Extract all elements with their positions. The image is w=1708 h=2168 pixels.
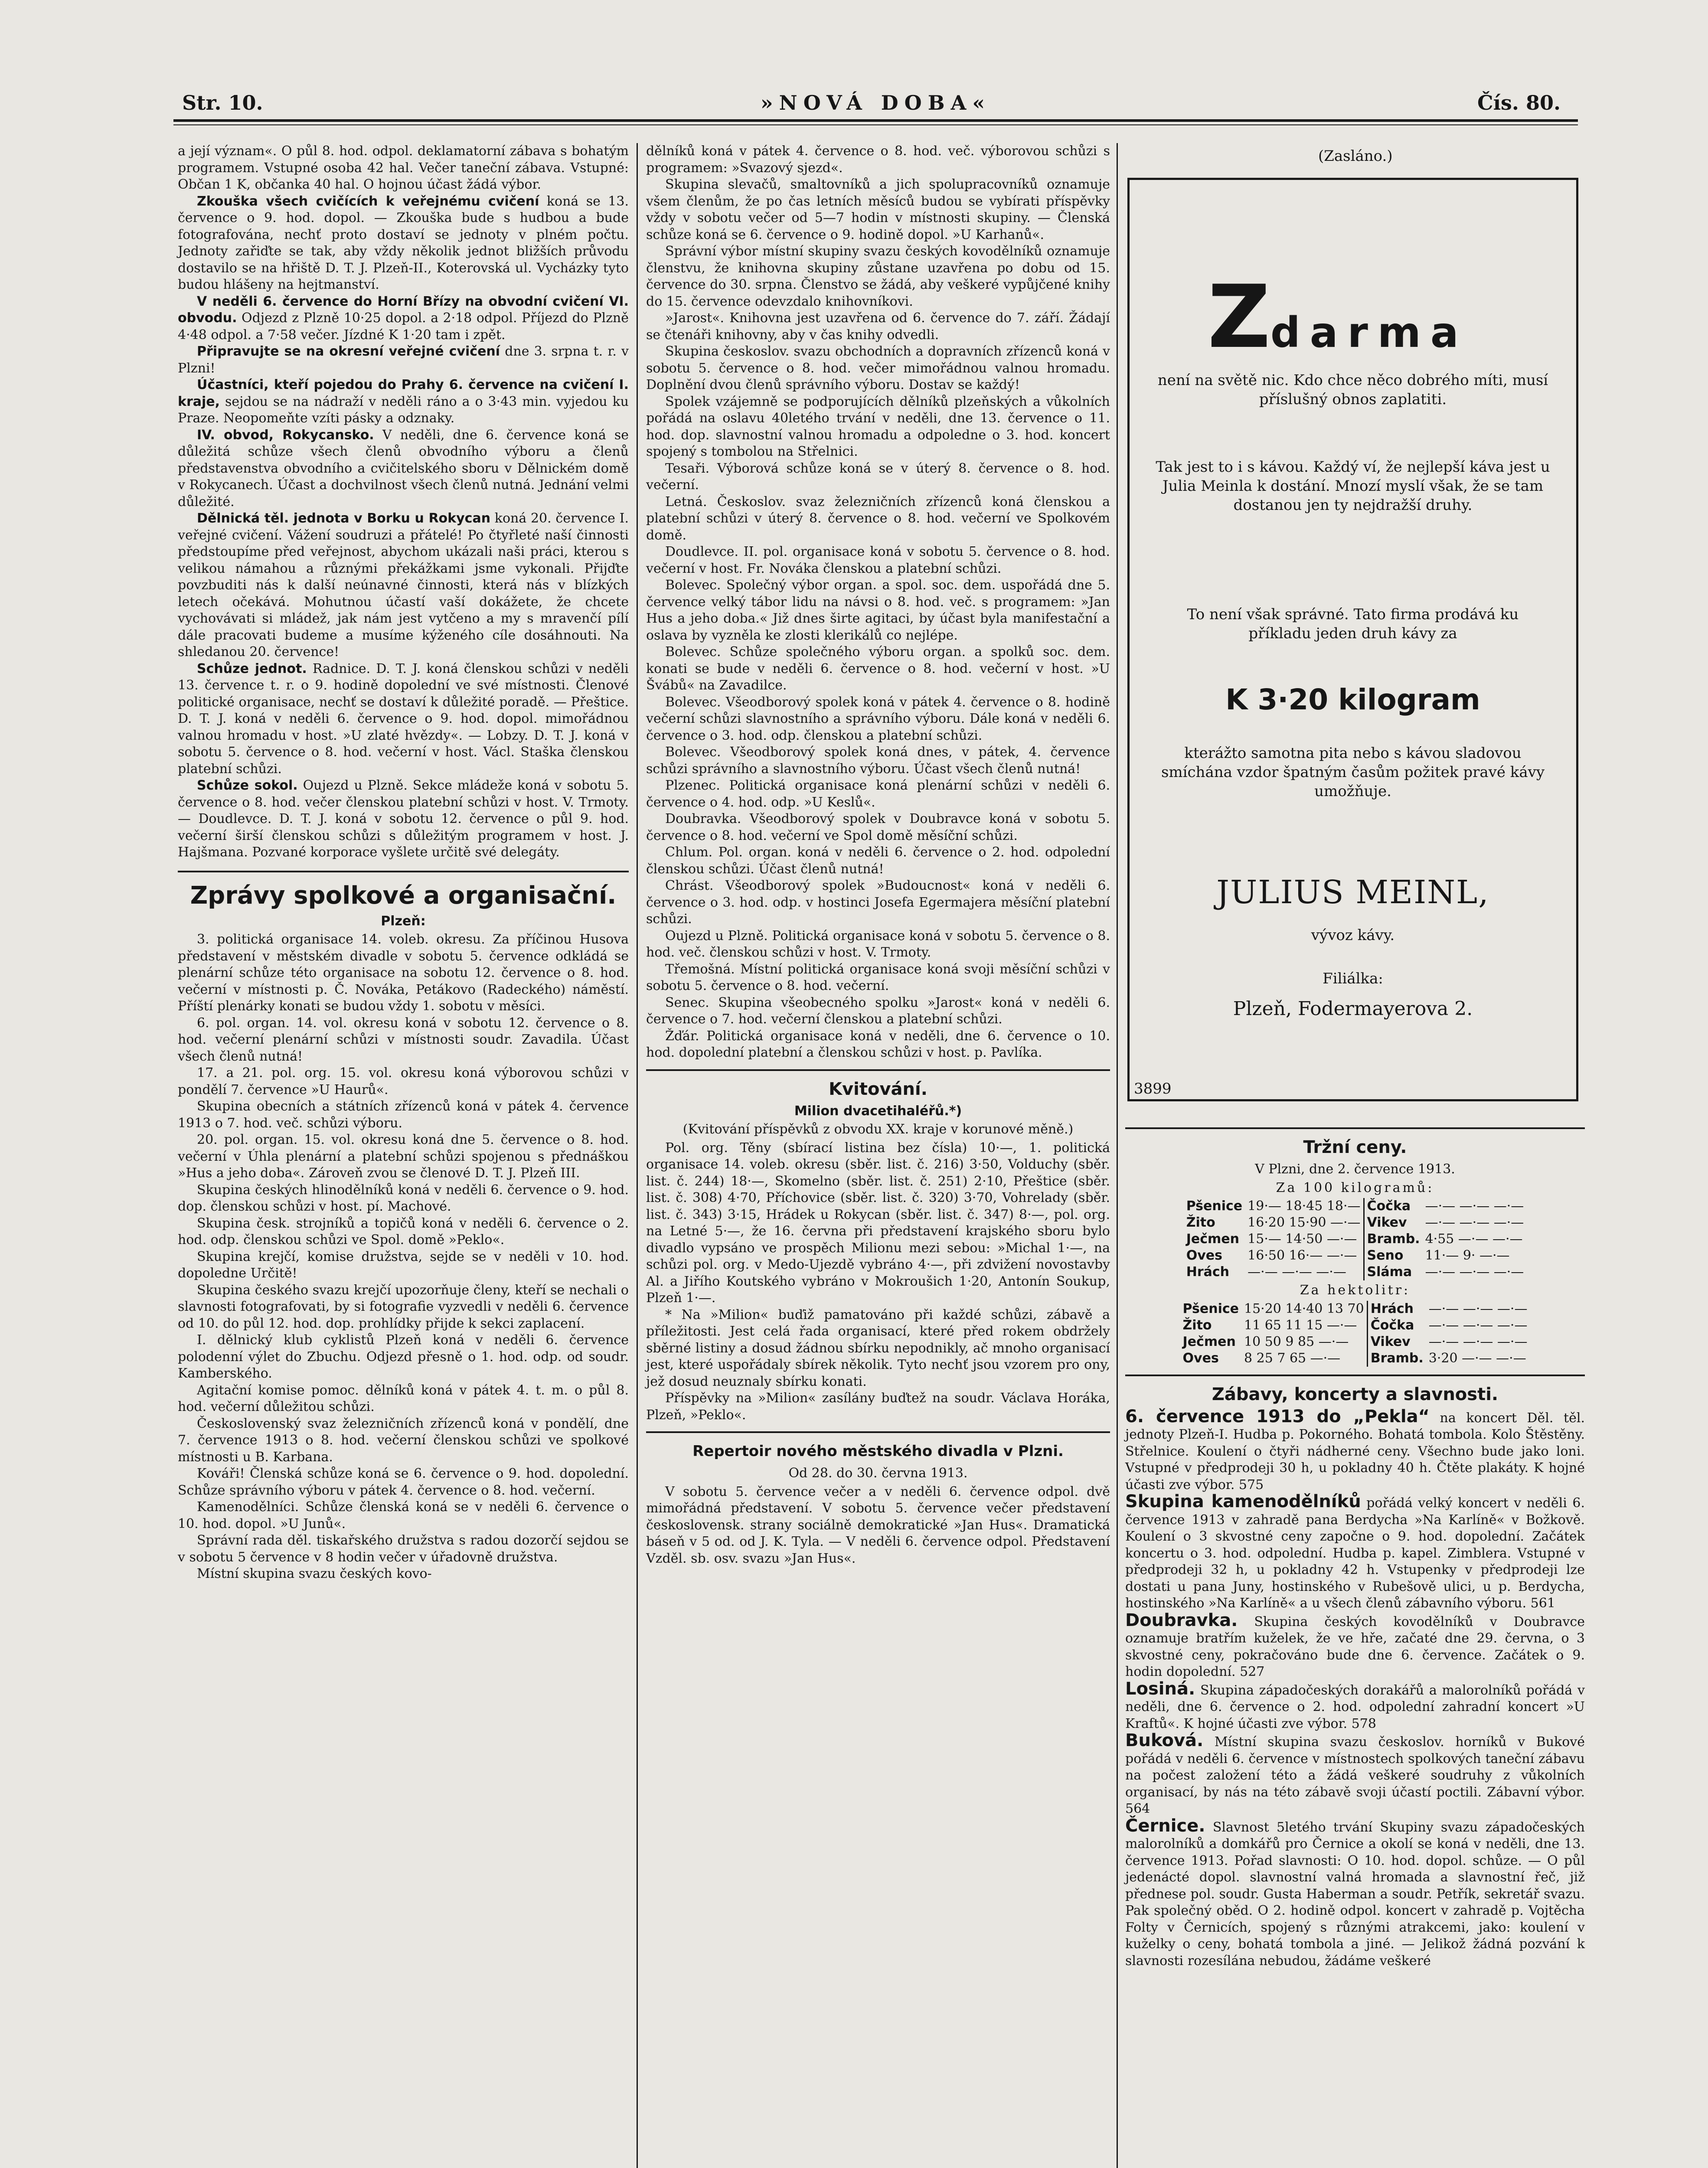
- article-paragraph: Dělnická těl. jednota v Borku u Rokycan koná 20. července I. veřejné cvičení. Vážení soudruzi a přátelé! Po čtyřleté naší činnosti předstoupíme před veřejnost, abychom ukázali naši práci, kterou s velikou námahou a různými překážkami jsme vykonali. Přijďte povzbuditi nás k další neúnavné činnosti, která nás v blízkých letech očekává. Mohutnou účastí vaší dokážete, že chcete vychovávati si mládež, jak nám jest vytčeno a my s mravenčí pílí dále pracovati budeme a musíme kýženého cíle dosáhnouti. Na shledanou 20. července!: [178, 511, 629, 660]
- list-item: dělníků koná v pátek 4. července o 8. hod. več. výborovou schůzi s programem: »Svazový sjezd«.: [646, 144, 1110, 176]
- table-row: Pšenice 19·— 18·45 18·— Čočka —·— —·— —·—: [1186, 1198, 1524, 1214]
- list-item: Plzenec. Politická organisace koná plenární schůzi v neděli 6. července o 4. hod. odp. »U Keslů«.: [646, 778, 1110, 810]
- section-subtitle: Plzeň:: [381, 913, 426, 929]
- header-rule-thin: [173, 124, 1578, 125]
- event-item: Losiná. Skupina západočeských dorakářů a malorolníků pořádá v neděli, dne 6. července o 2. hod. odpolední zahradní koncert »U Kraftů«. K hojné účasti zve výbor. 578: [1125, 1678, 1585, 1731]
- table-row: Ječmen 10 50 9 85 —·— Vikev —·— —·— —·—: [1182, 1334, 1528, 1349]
- list-item: Skupina českých hlinodělníků koná v neděli 6. července o 9. hod. dop. členskou schůzi v host. pí. Machové.: [178, 1182, 629, 1214]
- list-item: Chrást. Všeodborový spolek »Budoucnost« koná v neděli 6. července o 3. hod. odp. v hostinci Josefa Egermajera měsíční platební schůzi.: [646, 878, 1110, 927]
- list-item: Československý svaz železničních zřízenců koná v pondělí, dne 7. července 1913 o 8. hod. večerní členskou schůzi ve spolkové místnosti u B. Karbana.: [178, 1416, 629, 1465]
- list-item: Kamenodělníci. Schůze členská koná se v neděli 6. července o 10. hod. dopol. »U Junů«.: [178, 1499, 629, 1531]
- event-item: 6. července 1913 do „Pekla“ na koncert Děl. těl. jednoty Plzeň-I. Hudba p. Pokorného. Bohatá tombola. Kolo Štěstěny. Střelnice. Koulení o čtyři nádherné ceny. Všechno bude jako loni. Vstupné v předprodeji 30 h, u pokladny 40 h. Čtěte plakáty. K hojné účasti zve výbor. 575: [1125, 1406, 1585, 1492]
- event-item: Buková. Místní skupina svazu českoslov. horníků v Bukové pořádá v neděli 6. července v místnostech spolkových taneční zábavu na počest založení této a žádá veškeré soudruhy z vůkolních organisací, by nás na této zábavě svoji účastí poctili. Zábavní výbor. 564: [1125, 1730, 1585, 1816]
- list-item: I. dělnický klub cyklistů Plzeň koná v neděli 6. července polodenní výlet do Zbuchu. Odjezd přesně o 1. hod. odp. od soudr. Kamberského.: [178, 1332, 629, 1381]
- section-subtitle: Milion dvacetihaléřů.*): [794, 1103, 962, 1119]
- ad-text: Tak jest to i s kávou. Každý ví, že nejlepší káva jest u Julia Meinla k dostání. Mnozí myslí však, že se tam dostanou jen ty nejdražší druhy.: [1156, 458, 1550, 514]
- article-paragraph: V neděli 6. července do Horní Břízy na obvodní cvičení VI. obvodu. Odjezd z Plzně 10·25 dopol. a 2·18 odpol. Příjezd do Plzně 4·48 odpol. a 7·58 večer. Jízdné K 1·20 tam i zpět.: [178, 294, 629, 343]
- section-title: Zprávy spolkové a organisační.: [178, 871, 629, 911]
- list-item: Senec. Skupina všeobecného spolku »Jarost« koná v neděli 6. července o 7. hod. večerní členskou a platební schůzi.: [646, 995, 1110, 1027]
- table-row: Žito 11 65 11 15 —·— Čočka —·— —·— —·—: [1182, 1317, 1528, 1333]
- list-item: Kováři! Členská schůze koná se 6. července o 9. hod. dopolední. Schůze správního výboru v pátek 4. července o 8. hod. večerní.: [178, 1466, 629, 1498]
- list-item: 20. pol. organ. 15. vol. okresu koná dne 5. července o 8. hod. večerní v Úhla plenární a platební schůzi spojenou s přednáškou »Hus a jeho doba«. Zároveň zvou se členové D. T. J. Plzeň III.: [178, 1132, 629, 1181]
- list-item: Skupina českého svazu krejčí upozorňuje členy, kteří se nechali o slavnosti fotografovati, by si fotografie vyzvedli v neděli 6. července od 10. do půl 12. hod. dop. prohlídky přijde k sekci zaplacení.: [178, 1282, 629, 1331]
- column-3: [1125, 1127, 1585, 1969]
- section-title: Tržní ceny.: [1125, 1127, 1585, 1159]
- list-item: Skupina českoslov. svazu obchodních a dopravních zřízenců koná v sobotu 5. července o 8. hod. večer mimořádnou valnou hromadu. Doplnění dvou členů správního výboru. Dostav se každý!: [646, 344, 1110, 392]
- table-row: Žito 16·20 15·90 —·— Vikev —·— —·— —·—: [1186, 1215, 1524, 1230]
- header-rule: [173, 119, 1578, 122]
- list-item: Doubravka. Všeodborový spolek v Doubravce koná v sobotu 5. července o 8. hod. večerní ve Spol domě měsíční schůzi.: [646, 811, 1110, 843]
- list-item: »Jarost«. Knihovna jest uzavřena od 6. července do 7. září. Žádají se čtenáři knihovny, aby v čas knihy odvedli.: [646, 310, 1110, 343]
- event-item: Skupina kamenodělníků pořádá velký koncert v neděli 6. července 1913 v zahradě pana Berdycha »Na Karlíně« v Božkově. Koulení o 3 skvostné ceny započne o 9. hod. dopolední. Začátek koncertu o 3. hod. odpolední. Hudba p. kapel. Zimblera. Vstupné v předprodeji 32 h, u pokladny 42 h. Vstupenky v předprodeji lze dostati u pana Juny, hostinského v Rubešově ulici, u p. Berdycha, hostinského »Na Karlíně« a u všech členů zábavního výboru. 561: [1125, 1492, 1585, 1611]
- market-prices-table: [1180, 1301, 1530, 1367]
- list-item: Místní skupina svazu českých kovo-: [197, 1566, 432, 1581]
- table-row: Pšenice 15·20 14·40 13 70 Hrách —·— —·— —·—: [1182, 1301, 1528, 1316]
- ad-text: vývoz kávy.: [1311, 927, 1395, 944]
- list-item: 17. a 21. pol. org. 15. vol. okresu koná výborovou schůzi v pondělí 7. července »U Haurů«.: [178, 1065, 629, 1097]
- footnote: Příspěvky na »Milion« zasílány buďtež na soudr. Václava Horáka, Plzeň, »Peklo«.: [646, 1391, 1110, 1423]
- list-item: Tesaři. Výborová schůze koná se v úterý 8. července o 8. hod. večerní.: [646, 460, 1110, 493]
- article-paragraph: Účastníci, kteří pojedou do Prahy 6. července na cvičení I. kraje, sejdou se na nádraží v neděli ráno a o 3·43 min. vyjedou ku Praze. Neopomeňte vzíti pásky a odznaky.: [178, 377, 629, 426]
- column-2: [646, 143, 1110, 1567]
- column-divider: [1117, 143, 1118, 2168]
- list-item: 6. pol. organ. 14. vol. okresu koná v sobotu 12. července o 8. hod. večerní plenární schůzi v místnosti soudr. Zavadila. Účast všech členů nutná!: [178, 1015, 629, 1064]
- section-title: Kvitování.: [646, 1069, 1110, 1100]
- list-item: Spolek vzájemně se podporujících dělníků plzeňských a vůkolních pořádá na oslavu 40letého trvání v neděli, dne 13. července o 11. hod. dop. slavnostní valnou hromadu a odpoledne o 3. hod. koncert spojený s tombolou na Střelnici.: [646, 394, 1110, 459]
- event-item: Doubravka. Skupina českých kovodělníků v Doubravce oznamuje bratřím kuželek, že ve hře, začaté dne 29. června, o 3 skvostné ceny, pokračováno bude dne 6. července. Začátek o 9. hodin dopolední. 527: [1125, 1610, 1585, 1679]
- list-item: Skupina česk. strojníků a topičů koná v neděli 6. července o 2. hod. odp. členskou schůzi ve Spol. domě »Peklo«.: [178, 1215, 629, 1247]
- footnote: * Na »Milion« buďiž pamatováno při každé schůzi, zábavě a příležitosti. Jest celá řada organisací, které před rokem obdržely sběrné listiny a dosud žádnou sbírku nepodnikly, ač mnoho organisací jest, které uspořádaly sbírek několik. Tyto nechť jsou vzorem pro ony, jež dosud neuznaly sbírku konati.: [646, 1307, 1110, 1389]
- column-1: [178, 143, 629, 1583]
- paragraph: a její význam«. O půl 8. hod. odpol. deklamatorní zábava s bohatým programem. Vstupné osoba 42 hal. Večer taneční zábava. Vstupné: Občan 1 K, občanka 40 hal. O hojnou účast žádá výbor.: [178, 144, 629, 192]
- list-item: 3. politická organisace 14. voleb. okresu. Za příčinou Husova představení v městském divadle v sobotu 5. července odkládá se plenární schůze této organisace na sobotu 12. července o 8. hod. večerní v místnosti p. Č. Nováka, Petákovo (Radeckého) náměstí. Příští plenárky konati se budou vždy 1. sobotu v měsíci.: [178, 932, 629, 1014]
- list-item: Správní rada děl. tiskařského družstva s radou dozorčí sejdou se v sobotu 5 července v 8 hodin večer v úřadovně družstva.: [178, 1533, 629, 1565]
- ad-text: To není však správné. Tato firma prodává ku příkladu jeden druh kávy za: [1187, 606, 1519, 642]
- list-item: Bolevec. Společný výbor organ. a spol. soc. dem. uspořádá dne 5. července velký tábor lidu na návsi o 8. hod. več. s programem: »Jan Hus a jeho doba.« Již dnes širte agitaci, by účast byla manifestační a oslava by vyzněla ke zlosti klerikálů co nejlépe.: [646, 578, 1110, 643]
- section-title: Repertoir nového městského divadla v Plzni.: [646, 1431, 1110, 1463]
- list-item: Chlum. Pol. organ. koná v neděli 6. července o 2. hod. odpolední členskou schůzi. Účast členů nutná!: [646, 845, 1110, 877]
- event-item: Černice. Slavnost 5letého trvání Skupiny svazu západočeských malorolníků a domkářů pro Černice a okolí se koná v neděli, dne 13. července 1913. Pořad slavnosti: O 10. hod. dopol. schůze. — O půl jedenácté dopol. slavnostní valná hromada a slavnostní řeč, již přednese pol. soudr. Gusta Haberman a soudr. Petřík, sekretář svazu. Pak společný oběd. O 2. hodině odpol. koncert v zahradě p. Vojtěcha Folty v Černicích, spojený s různými atrakcemi, jako: koulení v kuželky o ceny, bohatá tombola a jiné. — Jelikož žádná pozvání k slavnosti rozesílána nebudou, žádáme veškeré: [1125, 1815, 1585, 1969]
- list-item: Žďár. Politická organisace koná v neděli, dne 6. července o 10. hod. dopolední platební a členskou schůzi v host. p. Pavlíka.: [646, 1028, 1110, 1060]
- ad-company-name: JULIUS MEINL,: [1216, 874, 1489, 911]
- issue-number: Čís. 80.: [1477, 91, 1561, 114]
- article-paragraph: Schůze sokol. Oujezd u Plzně. Sekce mládeže koná v sobotu 5. července o 8. hod. večer členskou platební schůzi v host. V. Trmoty. — Doudlevce. D. T. J. koná v sobotu 12. července o půl 9. hod. večerní širší členskou schůzi s důležitým programem v host. J. Hajšmana. Pozvané korporace vyšlete určitě své delegáty.: [178, 778, 629, 860]
- list-item: Třemošná. Místní politická organisace koná svoji měsíční schůzi v sobotu 5. července o 8. hod. večerní.: [646, 961, 1110, 993]
- list-item: Doudlevce. II. pol. organisace koná v sobotu 5. července o 8. hod. večerní v host. Fr. Nováka členskou a platební schůzi.: [646, 544, 1110, 576]
- table-caption: Za 100 kilogramů:: [1276, 1180, 1434, 1195]
- column-divider: [637, 143, 638, 2168]
- ad-text: není na světě nic. Kdo chce něco dobrého míti, musí příslušný obnos zaplatiti.: [1157, 372, 1548, 408]
- article-paragraph: V sobotu 5. července večer a v neděli 6. července odpol. dvě mimořádná představení. V sobotu 5. července večer představení československ. strany sociálně demokratické »Jan Hus«. Dramatická báseň v 5 od. od J. K. Tyla. — V neděli 6. července odpol. Představení Vzděl. sb. osv. svazu »Jan Hus«.: [646, 1484, 1110, 1566]
- meinl-advertisement: [1127, 178, 1578, 1101]
- table-row: Oves 8 25 7 65 —·— Bramb. 3·20 —·— —·—: [1182, 1350, 1526, 1366]
- list-item: Bolevec. Všeodborový spolek koná v pátek 4. července o 8. hodině večerní schůzi slavnostního a správního výboru. Dále koná v neděli 6. července o 3. hod. odp. členskou a platební schůzi.: [646, 694, 1110, 743]
- ad-headline: Zdarma: [1208, 267, 1468, 368]
- table-row: Ječmen 15·— 14·50 —·— Bramb. 4·55 —·— —·—: [1186, 1231, 1523, 1247]
- section-note: (Kvitování příspěvků z obvodu XX. kraje v korunové měně.): [683, 1122, 1074, 1137]
- list-item: Skupina obecních a státních zřízenců koná v pátek 4. července 1913 o 7. hod. več. schůzi výboru.: [178, 1099, 629, 1131]
- table-row: Hrách —·— —·— —·— Sláma —·— —·— —·—: [1186, 1264, 1524, 1280]
- list-item: Správní výbor místní skupiny svazu českých kovodělníků oznamuje členstvu, že knihovna skupiny zůstane uzavřena po dobu od 15. července do 30. srpna. Členstvo se žádá, aby veškeré vypůjčené knihy do 15. července odevzdalo knihovníkovi.: [646, 244, 1110, 309]
- article-paragraph: Schůze jednot. Radnice. D. T. J. koná členskou schůzi v neděli 13. července t. r. o 9. hodině dopolední ve své místnosti. Členové politické organisace, nechť se dostaví k důležité poradě. — Přeštice. D. T. J. koná v neděli 6. července o 9. hod. dopol. mimořádnou valnou hromadu v host. »U zlaté hvězdy«. — Lobzy. D. T. J. koná v sobotu 5. července o 8. hod. večerní v host. Václ. Staška členskou platební schůzi.: [178, 661, 629, 777]
- section-subtitle: Od 28. do 30. června 1913.: [788, 1466, 968, 1481]
- table-caption: Za hektolitr:: [1300, 1283, 1411, 1298]
- article-paragraph: Připravujte se na okresní veřejné cvičení dne 3. srpna t. r. v Plzni!: [178, 344, 629, 376]
- page-number: Str. 10.: [182, 91, 263, 114]
- article-paragraph: Zkouška všech cvičících k veřejnému cvičení koná se 13. července o 9. hod. dopol. — Zkouška bude s hudbou a bude fotografována, nechť proto dostaví se jednoty v plném počtu. Jednoty zařiďte se tak, aby vždy několik jednot bližších průvodu dostavilo se na hřiště D. T. J. Plzeň-II., Koterovská ul. Vycházky tyto budou hlášeny na hejtmanství.: [178, 193, 629, 292]
- article-paragraph: Pol. org. Těny (sbírací listina bez čísla) 10·—, 1. politická organisace 14. voleb. okresu (sběr. list. č. 216) 3·50, Volduchy (sběr. list. č. 244) 18·—, Skomelno (sběr. list. č. 251) 2·10, Přeštice (sběr. list. č. 308) 4·70, Příchovice (sběr. list. č. 320) 3·70, Vohrelady (sběr. list. č. 343) 3·15, Hrádek u Rokycan (sběr. list. č. 347) 8·—, pol. org. na Letné 5·—, že 16. června při představení krajského sboru bylo divadlo vypsáno ve prospěch Milionu mezi sebou: »Michal 1·—, na schůzi pol. org. v Medo-Ujezdě vybráno 4·—, při zdvižení novostavby Al. a Jiřího Koutského vybráno v Mokroušich 1·20, Antonín Soukup, Plzeň 1·—.: [646, 1140, 1110, 1306]
- advertisement-label: (Zasláno.): [1318, 147, 1393, 165]
- section-title: Zábavy, koncerty a slavnosti.: [1125, 1375, 1585, 1406]
- ad-price: K 3·20 kilogram: [1225, 683, 1480, 716]
- ad-number: 3899: [1134, 1080, 1172, 1097]
- list-item: Skupina krejčí, komise družstva, sejde se v neděli v 10. hod. dopoledne Určitě!: [178, 1249, 629, 1281]
- list-item: Bolevec. Všeodborový spolek koná dnes, v pátek, 4. července schůzi správního a slavnostního výboru. Účast všech členů nutná!: [646, 744, 1110, 777]
- ad-text: Filiálka:: [1323, 970, 1383, 987]
- masthead-title: »NOVÁ DOBA«: [760, 91, 991, 114]
- list-item: Agitační komise pomoc. dělníků koná v pátek 4. t. m. o půl 8. hod. večerní důležitou schůzi.: [178, 1382, 629, 1414]
- ad-address: Plzeň, Fodermayerova 2.: [1233, 998, 1473, 1020]
- list-item: Oujezd u Plzně. Politická organisace koná v sobotu 5. července o 8. hod. več. členskou schůzi v host. V. Trmoty.: [646, 928, 1110, 960]
- list-item: Letná. Českoslov. svaz železničních zřízenců koná členskou a platební schůzi v úterý 8. července o 8. hod. večerní ve Spolkovém domě.: [646, 494, 1110, 543]
- table-row: Oves 16·50 16·— —·— Seno 11·— 9· —·—: [1186, 1248, 1510, 1263]
- page-header: [173, 87, 1578, 121]
- list-item: Bolevec. Schůze společného výboru organ. a spolků soc. dem. konati se bude v neděli 6. července o 8. hod. večerní v host. »U Švábů« na Zavadilce.: [646, 644, 1110, 693]
- ad-text: kterážto samotna pita nebo s kávou sladovou smíchána vzdor špatným časům požitek pravé kávy umožňuje.: [1161, 744, 1545, 800]
- section-subtitle: V Plzni, dne 2. července 1913.: [1255, 1162, 1455, 1177]
- list-item: Skupina slevačů, smaltovníků a jich spolupracovníků oznamuje všem členům, že po čas letních měsíců budou se vybírati příspěvky vždy v sobotu večer od 5—7 hodin v místnosti skupiny. — Členská schůze koná se 6. července o 9. hodině dopol. »U Karhanů«.: [646, 177, 1110, 242]
- article-paragraph: IV. obvod, Rokycansko. V neděli, dne 6. července koná se důležitá schůze všech členů obvodního výboru a členů představenstva obvodního a cvičitelského sboru v Dělnickém domě v Rokycanech. Účast a dochvilnost všech členů nutná. Jednání velmi důležité.: [178, 427, 629, 509]
- market-prices-table: [1184, 1198, 1527, 1280]
